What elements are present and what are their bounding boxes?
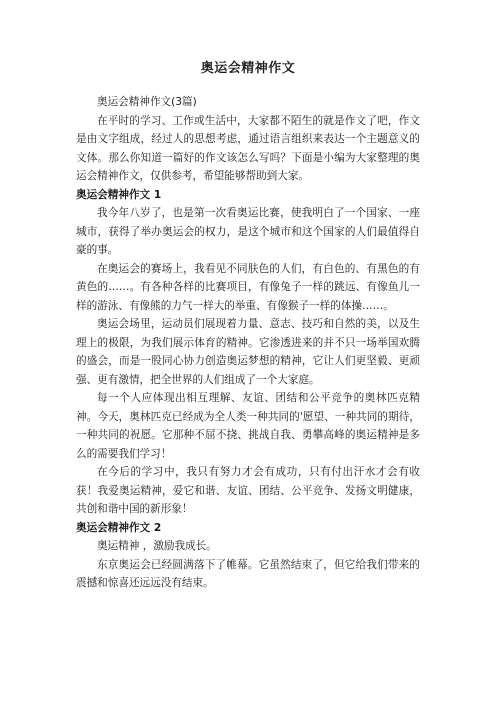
paragraph: 我今年八岁了，也是第一次看奥运比赛，使我明白了一个国家、一座城市，获得了举办奥运会的权力，是这个城市和这个国家的人们最值得自豪的事。 [76,207,420,256]
paragraph: 奥运会精神作文(3篇) [97,96,197,108]
section-heading: 奥运会精神作文 1 [76,188,162,201]
paragraph: 在今后的学习中，我只有努力才会有成功，只有付出汗水才会有收获！我爱奥运精神，爱它和谐、友谊、团结、公平竞争、发扬文明健康，共创和谐中国的新形象！ [76,466,420,515]
paragraph: 东京奥运会已经圆满落下了帷幕。它虽然结束了，但它给我们带来的震撼和惊喜还远远没有结束。 [76,558,420,589]
section-heading: 奥运会精神作文 2 [76,521,162,534]
document-title: 奥运会精神作文 [200,61,296,76]
paragraph: 奥运会场里，运动员们展现着力量、意志、技巧和自然的美，以及生理上的极限，为我们展示体育的精神。它渗透进来的并不只一场举国欢腾的盛会，而是一股同心协力创造奥运梦想的精神，它让人们更坚毅、更顽强、更有激情，把全世界的人们组成了一个大家庭。 [76,318,420,386]
document-body [76,93,420,593]
paragraph: 奥运精神 ，激励我成长。 [97,540,217,552]
paragraph: 在奥运会的赛场上，我看见不同肤色的人们，有白色的、有黑色的有黄色的……。有各种各样的比赛项目，有像兔子一样的跳远、有像鱼儿一样的游泳、有像熊的力气一样大的举重、有像猴子一样的体操……。 [76,262,420,312]
paragraph: 在平时的学习、工作或生活中，大家都不陌生的就是作文了吧，作文是由文字组成，经过人的思想考虑，通过语言组织来表达一个主题意义的文体。那么你知道一篇好的作文该怎么写吗？下面是小编为大家整理的奥运会精神作文，仅供参考，希望能够帮助到大家。 [76,114,420,182]
paragraph: 每一个人应体现出相互理解、友谊、团结和公平竞争的奥林匹克精神。今天，奥林匹克已经成为全人类一种共同的'愿望、一种共同的期待，一种共同的祝愿。它那种不屈不挠、挑战自我、勇攀高峰的奥运精神是多么的需要我们学习！ [76,392,420,460]
